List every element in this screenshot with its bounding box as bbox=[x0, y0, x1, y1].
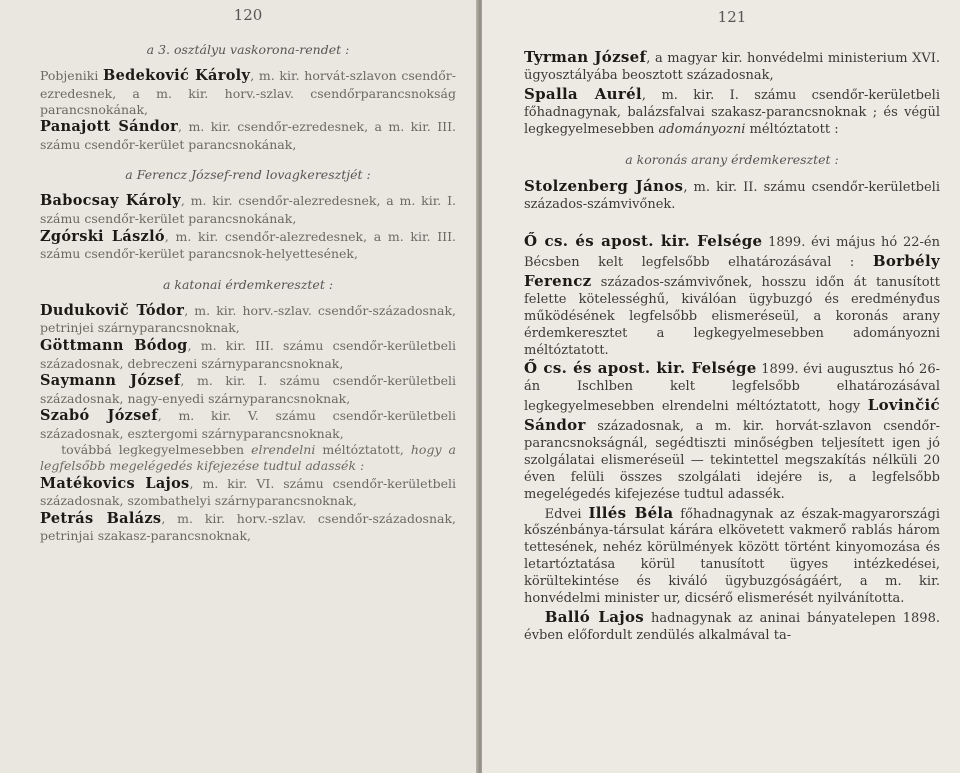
person-name: Lovinčić Sándor bbox=[524, 396, 940, 435]
award-entry: Saymann József, m. kir. I. számu csendőr-kerületbeli századosnak, nagy-enyedi szárnyparancsnoknak, bbox=[40, 371, 456, 406]
person-name: Szabó József bbox=[40, 406, 158, 424]
award-entry: Dudukovič Tódor, m. kir. horv.-szlav. csendőr-századosnak, petrinjei szárnyparancsnoknak, bbox=[40, 301, 457, 336]
person-name: Saymann József bbox=[40, 371, 181, 389]
continuation-text: továbbá legkegyelmesebben elrendelni méltóztatott, hogy a legfelsőbb megelégedés kifejezése tudtul adassék : bbox=[40, 442, 457, 474]
section-heading: a katonai érdemkeresztet : bbox=[162, 276, 334, 292]
person-name: Bedeković Károly bbox=[103, 67, 251, 84]
spacer bbox=[524, 214, 940, 232]
award-entry: Pobjeniki Bedeković Károly, m. kir. horvát-szlavon csendőr-ezredesnek, a m. kir. horv.-szlav. csendőrparancsnokság parancsnokának, bbox=[40, 67, 456, 118]
person-name: Dudukovič Tódor bbox=[40, 301, 185, 319]
person-name: Tyrman József bbox=[524, 48, 647, 66]
person-name: Göttmann Bódog bbox=[40, 336, 188, 354]
person-name: Petrás Balázs bbox=[40, 509, 162, 527]
paragraph: Balló Lajos hadnagynak az aninai bányatelepen 1898. évben előfordult zendülés alkalmával ta- bbox=[524, 607, 940, 643]
person-name: Zgórski László bbox=[40, 227, 165, 245]
award-entry: Panajott Sándor, m. kir. csendőr-ezredesnek, a m. kir. III. számu csendőr-kerület parancsnokának, bbox=[40, 118, 456, 153]
award-entry: Stolzenberg János, m. kir. II. számu csendőr-kerületbeli százados-számvivőnek. bbox=[524, 177, 940, 213]
right-page bbox=[482, 0, 960, 773]
person-name: Ő cs. és apost. kir. Felsége bbox=[524, 232, 763, 251]
award-entry: Zgórski László, m. kir. csendőr-alezredesnek, a m. kir. III. számu csendőr-kerület parancsnok-helyettesének, bbox=[40, 227, 456, 262]
person-name: Stolzenberg János bbox=[524, 177, 684, 196]
award-entry: Szabó József, m. kir. V. számu csendőr-kerületbeli századosnak, esztergomi szárnyparancsnoknak, bbox=[40, 406, 457, 441]
award-entry: Göttmann Bódog, m. kir. III. számu csendőr-kerületbeli századosnak, debreczeni szárnyparancsnoknak, bbox=[40, 336, 456, 371]
paragraph: Edvei Illés Béla főhadnagynak az észak-magyarországi kőszénbánya-társulat kárára elkövetett vakmerő rablás három tettesének, nehéz körülmények között történt kinyomozása és letartóztatása körül tanusított ügyes intézkedései, körültekintése és kiváló ügybuzgóságáért, a m. kir. honvédelmi minister ur, dicsérő elismerését nyilvánította. bbox=[524, 503, 941, 607]
person-name: Illés Béla bbox=[588, 503, 674, 522]
left-page bbox=[0, 0, 478, 773]
award-entry: Babocsay Károly, m. kir. csendőr-alezredesnek, a m. kir. I. számu csendőr-kerület parancsnokának, bbox=[40, 192, 456, 227]
person-name: Matékovics Lajos bbox=[40, 474, 190, 492]
paragraph: Ő cs. és apost. kir. Felsége 1899. évi május hó 22-én Bécsben kelt legfelsőbb elhatározásával : Borbély Ferencz százados-számvivőnek, hosszu időn át tanusított felette kötelességhű, kiválóan ügybuzgó és eredményđus működésének legfelsőbb elismeréseül, a koronás arany érdemkeresztet a legkegyelmesebben adományozni méltóztatott. bbox=[524, 232, 940, 358]
award-entry: Spalla Aurél, m. kir. I. számu csendőr-kerületbeli főhadnagynak, balázsfalvai szakasz-parancsnoknak ; és végül legkegyelmesebben adományozni méltóztatott : bbox=[524, 84, 940, 137]
person-name: Balló Lajos bbox=[544, 607, 645, 626]
person-name: Babocsay Károly bbox=[40, 192, 181, 210]
person-name: Panajott Sándor bbox=[40, 118, 179, 136]
award-entry: Matékovics Lajos, m. kir. VI. számu csendőr-kerületbeli századosnak, szombathelyi szárnyparancsnoknak, bbox=[40, 474, 456, 509]
person-name: Borbély Ferencz bbox=[524, 252, 940, 291]
paragraph: Ő cs. és apost. kir. Felsége 1899. évi augusztus hó 26-án Ischlben kelt legfelsőbb elhatározásával legkegyelmesebben elrendelni méltóztatott, hogy Lovinčić Sándor századosnak, a m. kir. horvát-szlavon csendőr-parancsnokságnál, segédtiszti minőségben teljesített igen jó szolgálatai elismeréseül — tekintettel megszakítás nélküli 20 éven felüli összes szolgálati idejére is, a legfelsőbb megelégedés kifejezése tudtul adassék. bbox=[524, 359, 940, 502]
section-heading: a 3. osztályu vaskorona-rendet : bbox=[146, 42, 350, 57]
award-entry: Petrás Balázs, m. kir. horv.-szlav. csendőr-századosnak, petrinjai szakasz-parancsnoknak, bbox=[40, 509, 456, 544]
section-heading: a koronás arany érdemkeresztet : bbox=[625, 152, 839, 168]
person-name: Ő cs. és apost. kir. Felsége bbox=[524, 359, 757, 378]
award-entry: Tyrman József, a magyar kir. honvédelmi ministerium XVI. ügyosztályába beosztott századosnak, bbox=[524, 48, 941, 83]
page-number-left: 120 bbox=[233, 6, 263, 24]
page-number-right: 121 bbox=[717, 8, 747, 26]
section-heading: a Ferencz József-rend lovagkeresztjét : bbox=[125, 167, 371, 183]
person-name: Spalla Aurél bbox=[524, 84, 642, 103]
